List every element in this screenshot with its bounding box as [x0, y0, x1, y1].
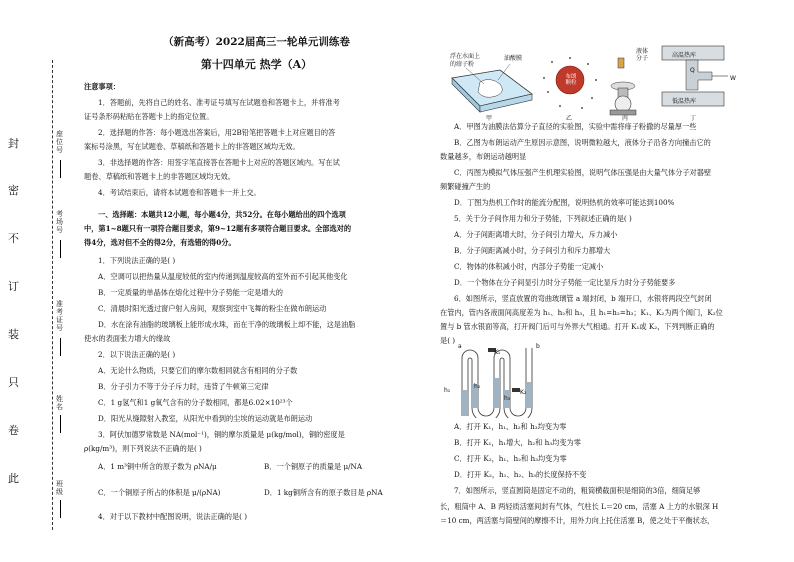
mercury-column — [494, 378, 500, 408]
question-option: A．无论什么物质，只要它们的摩尔数相同就含有相同的分子数 — [98, 366, 298, 375]
question-option: B．一定质量的单晶体在熔化过程中分子势能一定是增大的 — [98, 288, 283, 297]
figure-label: 乙 — [566, 115, 573, 122]
question-option: B．打开 K₁，h₁增大，h₂和 h₃均变为零 — [454, 438, 581, 447]
question-option: C．打开 K₂，h₁、h₂和 h₃均变为零 — [454, 454, 567, 463]
question-option: A．打开 K₁，h₁、h₂和 h₃均变为零 — [454, 422, 567, 431]
question-option: B．分子引力不等于分子斥力时，违背了牛顿第三定律 — [98, 382, 269, 391]
notice-line: 3．非选择题的作答：用签字笔直接答在答题卡上对应的答题区域内。写在试 — [98, 158, 340, 167]
question-option: 数量越多，布朗运动越明显 — [440, 152, 527, 161]
figure-text: 油酸膜 — [504, 55, 523, 62]
question-option: 频繁碰撞产生的 — [440, 182, 491, 191]
field-name: 姓名 — [56, 395, 63, 411]
figure-text: 的痱子粉 — [450, 61, 475, 68]
seal-word: 装 — [8, 328, 19, 341]
question-option: B．乙图为布朗运动产生原因示意图，说明微粒越大，液体分子沿各方向撞击它的 — [454, 138, 711, 147]
question-stem: 1．下列说法正确的是( ) — [98, 256, 176, 265]
notice-heading: 注意事项： — [84, 82, 120, 91]
figure-text: 低温热库 — [672, 98, 697, 105]
seal-word: 密 — [8, 184, 19, 197]
exam-title: （新高考）2022届高三一轮单元训练卷 — [163, 36, 350, 48]
question-option: B．一个铜原子的质量是 μ/NA — [264, 462, 363, 471]
question-option: C．一个铜原子所占的体积是 μ/(ρNA) — [98, 488, 221, 497]
seal-word: 此 — [8, 472, 19, 485]
seal-dash-line — [52, 60, 53, 530]
tube-label: K₂ — [520, 389, 527, 396]
question-stem: 5．关于分子间作用力和分子势能，下列叙述正确的是( ) — [454, 214, 632, 223]
notice-line: 案标号涂黑，写在试题卷、草稿纸和答题卡上的非答题区域均无效。 — [84, 142, 300, 151]
mercury-column — [526, 382, 532, 408]
tube-label: b — [536, 343, 540, 350]
field-underline — [60, 240, 61, 258]
question-option: A．分子间距离增大时，分子间引力增大，斥力减小 — [454, 230, 618, 239]
question-stem: ρ(kg/m³)，则下列说法不正确的是( ) — [84, 444, 202, 453]
question-option: D．阳光从缝隙射入教室，从阳光中看到的尘埃的运动就是布朗运动 — [98, 414, 313, 423]
section-instructions: 一、选择题：本题共12小题，每小题4分，共52分。在每小题给出的四个选项 — [98, 210, 346, 219]
question-stem: 6．如图所示，竖直放置的弯曲玻璃管 a 端封闭，b 端开口，水银将两段空气封闭 — [454, 294, 712, 303]
question-option: D．一个物体在分子间显引力时分子势能一定比显斥力时分子势能要多 — [454, 278, 676, 287]
field-class: 班级 — [56, 480, 63, 496]
figure-label: 丙 — [622, 115, 629, 122]
question-stem: 3．阿伏加德罗常数是 NA(mol⁻¹)，铜的摩尔质量是 μ(kg/mol)，铜的密度是 — [98, 430, 345, 439]
field-underline — [60, 338, 61, 356]
question-option: C．清晨时阳光透过窗户射入房间，观察到室中飞舞的粉尘在做布朗运动 — [98, 304, 327, 313]
figure-text: 布朗 颗粒 — [565, 74, 577, 86]
tube-label: h₁ — [444, 387, 451, 394]
question-option: D．打开 K₂，h₁、h₂、h₃的长度保持不变 — [454, 470, 587, 479]
seal-word: 订 — [8, 280, 19, 293]
question-option: 使水的表面张力增大的缘故 — [84, 334, 171, 343]
question-option: C．1 g氢气和1 g氧气含有的分子数相同，都是6.02×10²³个 — [98, 398, 293, 407]
question-option: D．丁图为热机工作时的能流分配图，说明热机的效率可能达到100% — [454, 198, 675, 207]
seal-word: 不 — [8, 232, 19, 245]
seal-word: 卷 — [8, 424, 19, 437]
question-stem: ＝10 cm，两活塞与筒壁间的摩擦不计，用外力向上托住活塞 B，使之处于平衡状态， — [440, 516, 715, 525]
field-underline — [60, 160, 61, 178]
figure-text: 液体 分子 — [636, 48, 649, 62]
notice-line: 1．答题前，先将自己的姓名、准考证号填写在试题卷和答题卡上，并将准考 — [98, 98, 340, 107]
notice-line: 题卷、草稿纸和答题卡上的非答题区域均无效。 — [84, 172, 235, 181]
question-option: D．水在涂有油脂的玻璃板上能形成水珠，而在干净的玻璃板上却不能，这是油脂 — [98, 320, 356, 329]
figure-label: 丁 — [690, 115, 697, 122]
figure-label: 甲 — [486, 115, 493, 122]
unit-title: 第十四单元 热学（A） — [200, 58, 313, 71]
notice-line: 证号条形码粘贴在答题卡上的指定位置。 — [84, 112, 214, 121]
mercury-column — [462, 390, 468, 416]
question-option: A．1 m³铜中所含的原子数为 ρNA/μ — [98, 462, 217, 471]
question-stem: 长，粗筒中 A、B 两轻质活塞间封有气体，气柱长 L＝20 cm，活塞 A 上方的水银深 H — [440, 502, 719, 511]
question-stem: 在管内，管内各液面间高度差为 h₁、h₂和 h₃，且 h₁=h₂=h₃；K₁、K₂为两个阀门，K₂位 — [440, 308, 723, 317]
figure-text: W — [730, 75, 736, 82]
binding-margin — [0, 0, 70, 562]
question-option: A．空调可以把热量从温度较低的室内传递到温度较高的室外而不引起其他变化 — [98, 272, 348, 281]
tube-label: K₁ — [494, 349, 501, 356]
valve-k2 — [512, 388, 520, 392]
question-option: A．甲图为油膜法估算分子直径的实验图，实验中需将痱子粉撒的尽量厚一些 — [454, 122, 697, 131]
field-underline — [60, 415, 61, 433]
question-option: C．物体的体积减小时，内部分子势能一定减小 — [454, 262, 604, 271]
question-option: B．分子间距离减小时，分子间引力和斥力都增大 — [454, 246, 611, 255]
field-exam-room: 考场号 — [56, 210, 63, 234]
question-stem: 是( ) — [440, 336, 456, 345]
question-stem: 4．对于以下教材中配图说明，说法正确的是( ) — [98, 512, 248, 521]
tube-label: a — [458, 343, 462, 350]
question-option: C．丙图为模拟气体压强产生机理实验图，说明气体压强是由大量气体分子对器壁 — [454, 168, 712, 177]
seal-word: 封 — [8, 137, 19, 150]
notice-line: 4．考试结束后，请将本试题卷和答题卡一并上交。 — [98, 188, 261, 197]
figure-text: 浮在水面上 — [450, 53, 481, 60]
tube-label: h₂ — [474, 383, 481, 390]
figure-text: 高温热库 — [672, 52, 697, 59]
gas-pressure-scale-figure — [610, 58, 636, 115]
seal-word: 只 — [8, 376, 19, 389]
tube-label: h₃ — [504, 395, 511, 402]
section-instructions: 得4分，选对但不全的得2分，有选错的得0分。 — [84, 238, 236, 247]
field-ticket-number: 准考证号 — [56, 300, 63, 332]
field-seat-number: 座位号 — [56, 130, 63, 154]
question-option: D．1 kg铜所含有的原子数目是 ρNA — [264, 488, 383, 497]
figure-text: Q — [690, 67, 695, 74]
section-instructions: 中，第1~8题只有一项符合题目要求，第9~12题有多项符合题目要求。全部选对的 — [84, 224, 352, 233]
question-stem: 置与 b 管水银面等高，打开阀门后可与外界大气相通。打开 K₁或 K₂，下列判断正确的 — [440, 322, 715, 331]
question-stem: 7．如图所示，竖直圆筒是固定不动的，粗筒横截面积是细筒的3倍，细筒足够 — [454, 486, 701, 495]
field-underline — [60, 500, 61, 518]
notice-line: 2．选择题的作答：每小题选出答案后，用2B铅笔把答题卡上对应题目的答 — [98, 128, 336, 137]
question-stem: 2．以下说法正确的是( ) — [98, 350, 176, 359]
